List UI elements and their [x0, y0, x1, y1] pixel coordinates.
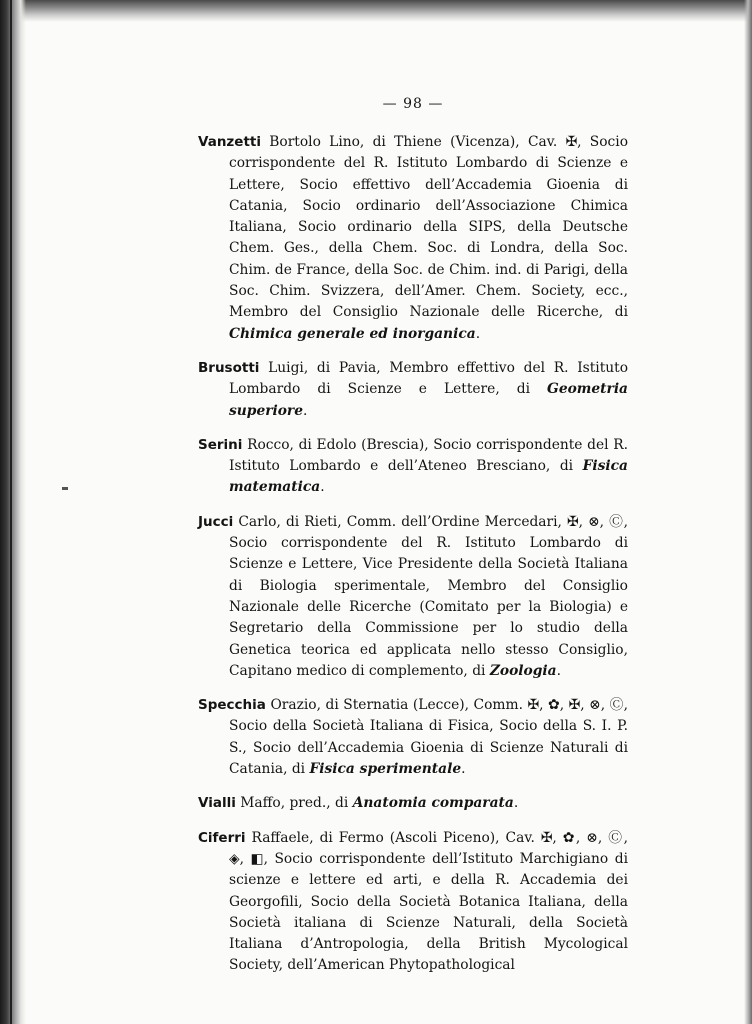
entry-end: .	[556, 662, 561, 679]
entry-text: Rocco, di Edolo (Brescia), Socio corrispondente del R. Istituto Lombardo e dell’Ateneo Bresciano, di	[229, 436, 628, 475]
entry-text: Raffaele, di Fermo (Ascoli Piceno), Cav. ✠, ✿, ⊗, Ⓒ, ◈, ◧, Socio corrispondente dell’Istituto Marchigiano di scienze e lettere ed arti, e della R. Accademia dei Georgofili, Socio della Società Botanica Italiana, della Società italiana di Scienze Naturali, della Società Italiana d’Antropologia, della British Mycological Society, dell’American Phytopathological	[229, 829, 628, 974]
scan-edge-right	[744, 0, 752, 1024]
entry-end: .	[475, 325, 481, 342]
page-number: — 98 —	[382, 96, 444, 112]
entry-serini	[198, 435, 628, 499]
entry-ciferri	[198, 828, 628, 977]
entry-text: Carlo, di Rieti, Comm. dell’Ordine Mercedari, ✠, ⊗, Ⓒ, Socio corrispondente del R. Istituto Lombardo di Scienze e Lettere, Vice Presidente della Società Italiana di Biologia sperimentale, Membro del Consiglio Nazionale delle Ricerche (Comitato per la Biologia) e Segretario della Commissione per lo studio della Genetica teorica ed applicata nello stesso Consiglio, Capitano medico di complemento, di	[229, 513, 628, 679]
entry-name: Serini	[198, 436, 243, 453]
entry-name: Specchia	[198, 697, 266, 714]
margin-mark	[62, 487, 68, 490]
entry-name: Vanzetti	[198, 134, 261, 150]
entry-text: Orazio, di Sternatia (Lecce), Comm. ✠, ✿, ✠, ⊗, Ⓒ, Socio della Società Italiana di Fisica, Socio della S. I. P. S., Socio dell’Accademia Gioenia di Scienze Naturali di Catania, di	[229, 697, 628, 778]
entry-end: .	[513, 795, 519, 812]
scan-edge-top	[0, 0, 752, 22]
entry-text: Bortolo Lino, di Thiene (Vicenza), Cav. ✠, Socio corrispondente del R. Istituto Lombardo di Scienze e Lettere, Socio effettivo dell’Accademia Gioenia di Catania, Socio ordinario dell’Associazione Chimica Italiana, Socio ordinario della SIPS, della Deutsche Chem. Ges., della Chem. Soc. di Londra, della Soc. Chim. de France, della Soc. de Chim. ind. di Parigi, della Soc. Chim. Svizzera, dell’Amer. Chem. Society, ecc., Membro del Consiglio Nazionale delle Ricerche, di	[229, 134, 628, 321]
entry-subject: Fisica matematica	[229, 458, 628, 496]
entry-end: .	[461, 761, 466, 778]
entry-name: Brusotti	[198, 359, 260, 376]
entry-name: Vialli	[198, 795, 236, 812]
entry-vanzetti	[198, 132, 628, 345]
entry-text: Luigi, di Pavia, Membro effettivo del R. Istituto Lombardo di Scienze e Lettere, di	[229, 359, 628, 398]
scan-edge-left	[0, 0, 26, 1024]
entry-subject: Anatomia comparata	[352, 795, 514, 812]
entry-brusotti	[198, 358, 628, 422]
scan-binding-line	[10, 0, 12, 1024]
entry-specchia	[198, 695, 628, 780]
page-body	[198, 96, 628, 990]
entry-subject: Chimica generale ed inorganica	[229, 325, 476, 342]
entry-subject: Zoologia	[489, 662, 557, 679]
entry-end: .	[302, 402, 308, 419]
entry-vialli	[198, 793, 628, 814]
entry-end: .	[320, 479, 325, 496]
entry-subject: Fisica sperimentale	[309, 761, 462, 778]
entry-subject: Geometria superiore	[229, 381, 628, 419]
entry-text: Maffo, pred., di	[235, 795, 353, 812]
entry-name: Ciferri	[198, 829, 246, 846]
entry-name: Jucci	[198, 513, 234, 530]
entry-jucci	[198, 512, 628, 682]
